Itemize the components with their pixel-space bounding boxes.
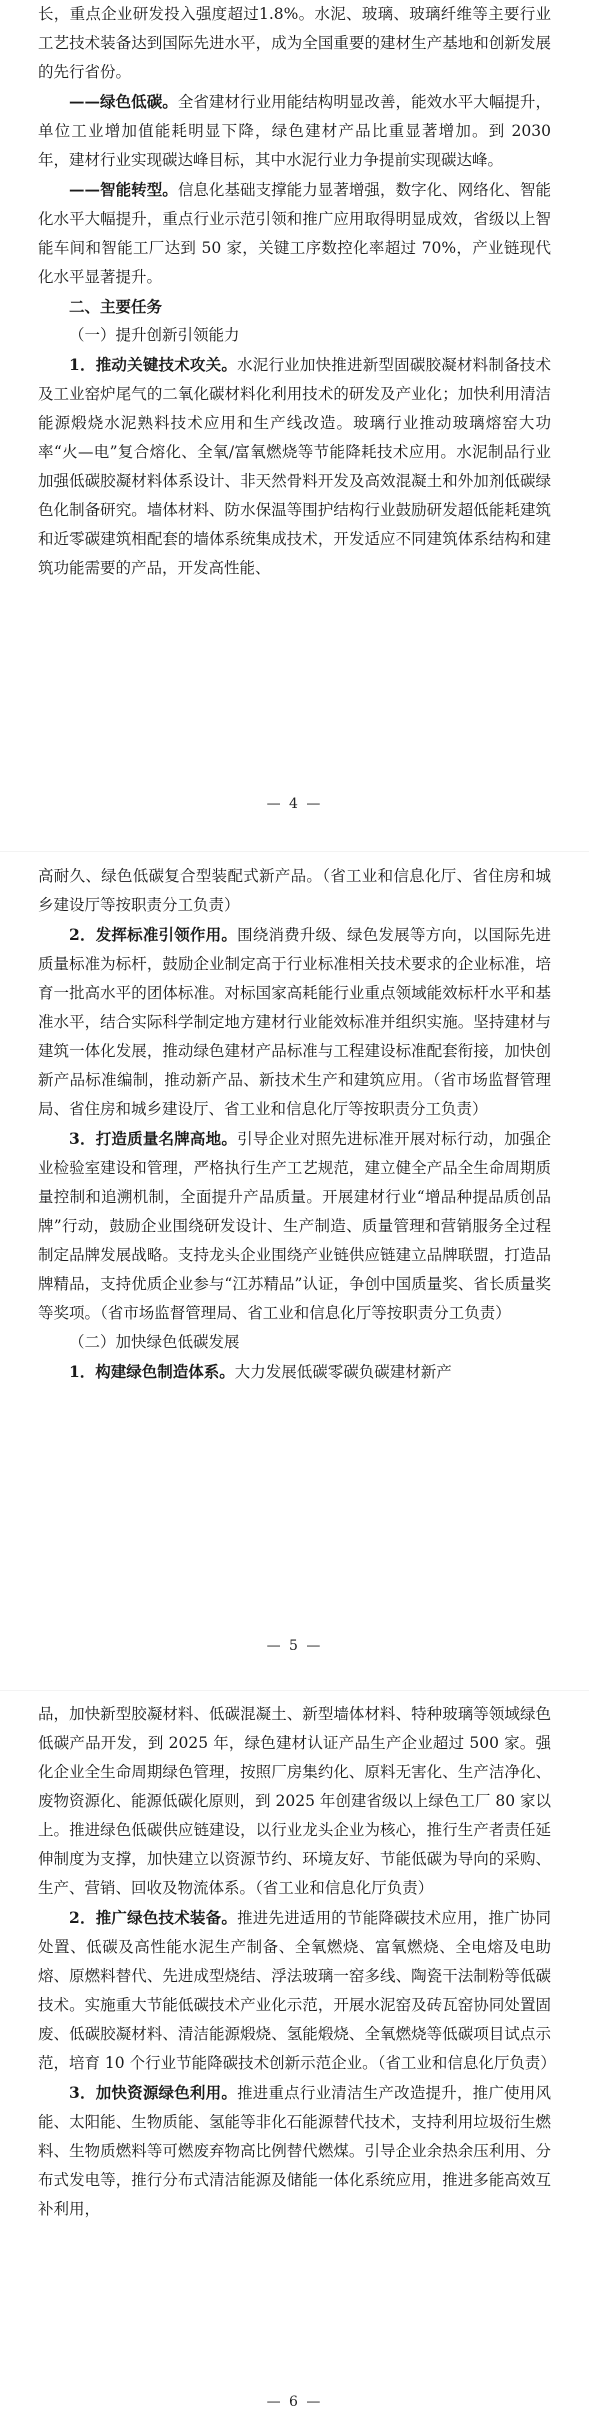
standards-text: 围绕消费升级、绿色发展等方向，以国际先进质量标准为标杆，鼓励企业制定高于行业标准相关技术要求的企业标准，培育一批高水平的团体标准。对标国家高耗能行业重点领域能效标杆水平和基准水平，结合实际科学制定地方建材行业能效标准并组织实施。坚持建材与建筑一体化发展，推动绿色建材产品标准与工程建设标准配套衔接，加快创新产品标准编制，推动新产品、新技术生产和建筑应用。（省市场监督管理局、省住房和城乡建设厅、省工业和信息化厅等按职责分工负责） [38, 926, 551, 1118]
green-technology-heading: 2．推广绿色技术装备。 [69, 1908, 238, 1927]
green-technology-text: 推进先进适用的节能降碳技术应用，推广协同处置、低碳及高性能水泥生产制备、全氧燃烧、富氧燃烧、全电熔及电助熔、原燃料替代、先进成型烧结、浮法玻璃一窑多线、陶瓷干法制粉等低碳技术。实施重大节能低碳技术产业化示范，开展水泥窑及砖瓦窑协同处置固废、低碳胶凝材料、清洁能源煅烧、氢能煅烧、全氧燃烧等低碳项目试点示范，培育 10 个行业节能降碳技术创新示范企业。（省工业和信息化厅负责） [38, 1909, 556, 2072]
page-divider [0, 1690, 589, 1691]
green-manufacturing-heading: 1．构建绿色制造体系。 [69, 1362, 235, 1381]
paragraph-green-technology [38, 1903, 556, 2078]
section-heading-main-tasks: 二、主要任务 [69, 297, 163, 316]
paragraph-key-technology [38, 350, 551, 583]
document-page-6 [0, 1700, 589, 2416]
green-low-carbon-text: 全省建材行业用能结构明显改善，能效水平大幅提升，单位工业增加值能耗明显下降，绿色建材产品比重显著增加。到 2030 年，建材行业实现碳达峰目标，其中水泥行业力争提前实现碳达峰。 [38, 93, 551, 169]
green-low-carbon-heading: ——绿色低碳。 [69, 92, 178, 111]
quality-brand-text: 引导企业对照先进标准开展对标行动，加强企业检验室建设和管理，严格执行生产工艺规范，建立健全产品全生命周期质量控制和追溯机制，全面提升产品质量。开展建材行业“增品种提品质创品牌”行动，鼓励企业围绕研发设计、生产制造、质量管理和营销服务全过程制定品牌发展战略。支持龙头企业围绕产业链供应链建立品牌联盟，打造品牌精品，支持优质企业参与“江苏精品”认证，争创中国质量奖、省长质量奖等奖项。（省市场监督管理局、省工业和信息化厅等按职责分工负责） [38, 1130, 551, 1322]
resource-utilization-text: 推进重点行业清洁生产改造提升，推广使用风能、太阳能、生物质能、氢能等非化石能源替代技术，支持利用垃圾衍生燃料、生物质燃料等可燃废弃物高比例替代燃煤。引导企业余热余压利用、分布式发电等，推行分布式清洁能源及储能一体化系统应用，推进多能高效互补利用， [38, 2084, 551, 2218]
quality-brand-heading: 3．打造质量名牌高地。 [69, 1129, 238, 1148]
page-divider [0, 851, 589, 852]
resource-utilization-heading: 3．加快资源绿色利用。 [69, 2083, 238, 2102]
key-technology-text: 水泥行业加快推进新型固碳胶凝材料制备技术及工业窑炉尾气的二氧化碳材料化利用技术的研发及产业化；加快利用清洁能源煅烧水泥熟料技术应用和生产线改造。玻璃行业推动玻璃熔窑大功率“火—电”复合熔化、全氧/富氧燃烧等节能降耗技术应用。水泥制品行业加强低碳胶凝材料体系设计、非天然骨料开发及高效混凝土和外加剂低碳绿色化制备研究。墙体材料、防水保温等围护结构行业鼓励研发超低能耗建筑和近零碳建筑相配套的墙体系统集成技术，开发适应不同建筑体系结构和建筑功能需要的产品，开发高性能、 [38, 356, 551, 577]
paragraph-continuation: 长，重点企业研发投入强度超过1.8%。水泥、玻璃、玻璃纤维等主要行业工艺技术装备达到国际先进水平，成为全国重要的建材生产基地和创新发展的先行省份。 [38, 5, 551, 81]
smart-transformation-text: 信息化基础支撑能力显著增强，数字化、网络化、智能化水平大幅提升，重点行业示范引领和推广应用取得明显成效，省级以上智能车间和智能工厂达到 50 家，关键工序数控化率超过 70%，产业链现代化水平显著提升。 [38, 181, 551, 286]
page-number: — 4 — [266, 796, 323, 812]
subsection-heading-innovation: （一）提升创新引领能力 [69, 326, 240, 344]
key-technology-heading: 1．推动关键技术攻关。 [69, 355, 238, 374]
smart-transformation-heading: ——智能转型。 [69, 180, 178, 199]
page-number: — 6 — [266, 2394, 323, 2410]
paragraph-continuation: 高耐久、绿色低碳复合型装配式新产品。（省工业和信息化厅、省住房和城乡建设厅等按职责分工负责） [38, 867, 551, 914]
paragraph-quality-brand [38, 1124, 551, 1328]
document-page-5 [0, 862, 589, 1682]
paragraph-smart-transformation [38, 175, 551, 292]
paragraph-standards [38, 920, 551, 1124]
standards-heading: 2．发挥标准引领作用。 [69, 925, 238, 944]
paragraph-green-low-carbon [38, 87, 551, 175]
green-manufacturing-text: 大力发展低碳零碳负碳建材新产 [234, 1363, 452, 1381]
subsection-heading-green-development: （二）加快绿色低碳发展 [69, 1333, 240, 1351]
paragraph-continuation: 品，加快新型胶凝材料、低碳混凝土、新型墙体材料、特种玻璃等领域绿色低碳产品开发，到 2025 年，绿色建材认证产品生产企业超过 500 家。强化企业全生命周期绿色管理，按照厂房集约化、原料无害化、生产洁净化、废物资源化、能源低碳化原则，到 2025 年创建省级以上绿色工厂 80 家以上。推进绿色低碳供应链建设，以行业龙头企业为核心，推行生产者责任延伸制度为支撑，加快建立以资源节约、环境友好、节能低碳为导向的采购、生产、营销、回收及物流体系。（省工业和信息化厅负责） [38, 1705, 551, 1897]
page-number: — 5 — [266, 1638, 323, 1654]
paragraph-green-manufacturing [38, 1357, 551, 1387]
document-page-4 [0, 0, 589, 840]
paragraph-resource-utilization [38, 2078, 551, 2224]
